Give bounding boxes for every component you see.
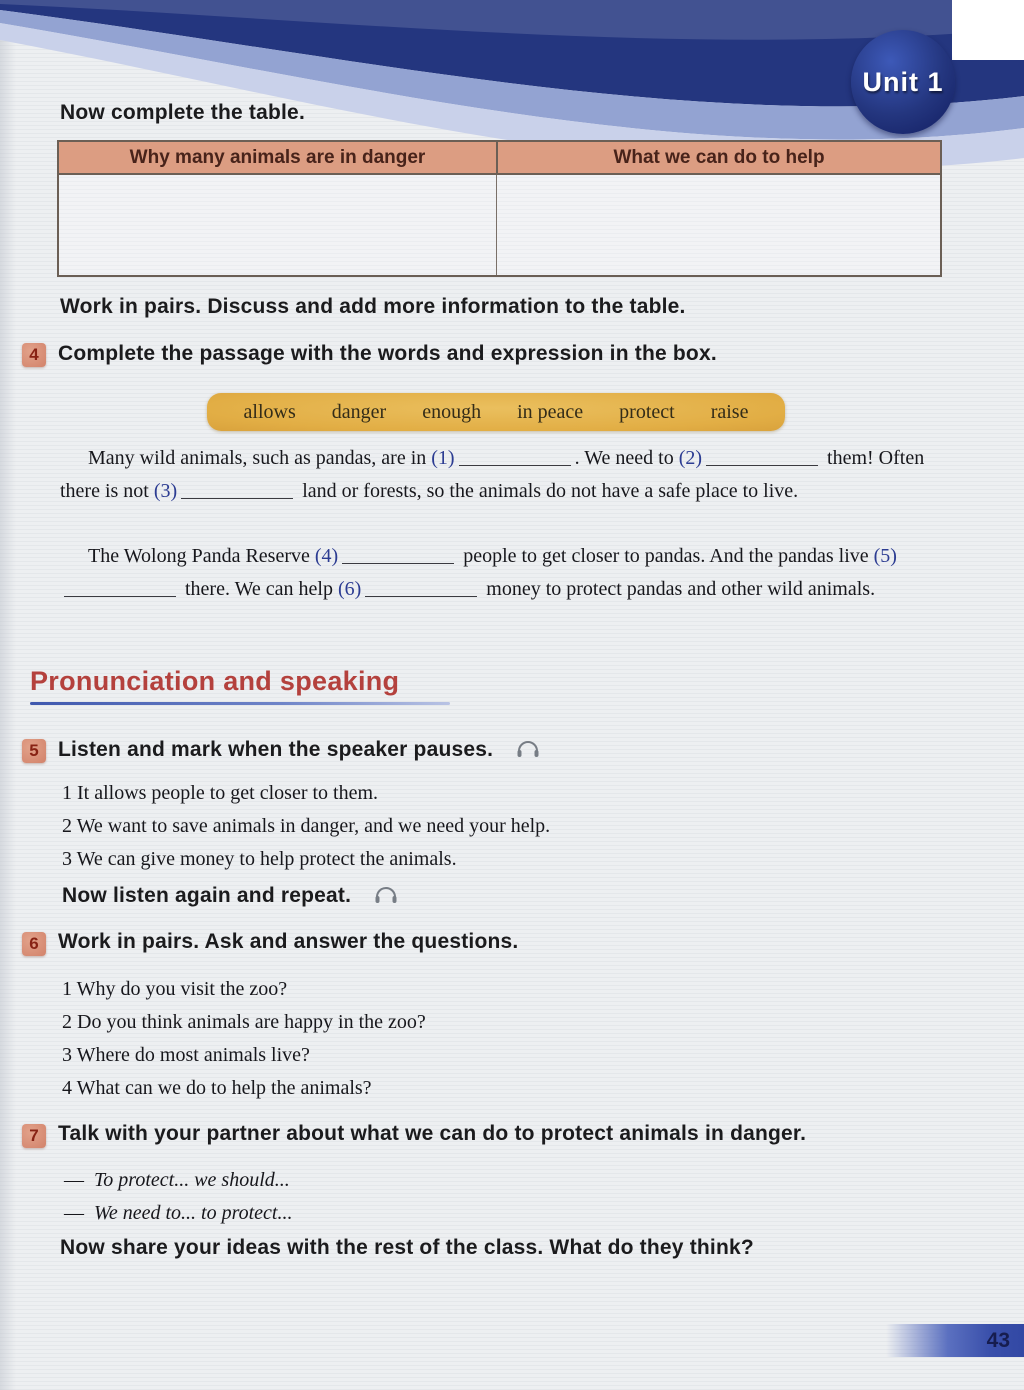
fill-blank[interactable] — [365, 594, 477, 597]
question-item — [62, 1039, 426, 1072]
passage-text: there. We can help — [180, 577, 338, 600]
passage-text: Many wild animals, such as pandas, are in — [88, 447, 432, 469]
passage-text: money to protect pandas and other wild animals. — [481, 577, 876, 600]
blank-number: (5) — [873, 545, 897, 567]
headphones-icon — [515, 737, 541, 759]
prompt-item — [64, 1164, 292, 1197]
listen-sentence — [62, 843, 550, 876]
exercise-5-number: 5 — [22, 739, 46, 763]
exercise-4-number: 4 — [22, 343, 46, 367]
sentence-text: It allows people to get closer to them. — [77, 782, 379, 804]
question-number: 3 — [62, 1044, 72, 1066]
question-text: Why do you visit the zoo? — [76, 978, 288, 1000]
exercise-5-sentences — [62, 777, 550, 876]
sentence-number: 3 — [62, 848, 72, 870]
info-table-header-why: Why many animals are in danger — [59, 142, 498, 173]
question-number: 1 — [62, 978, 72, 1000]
blank-number: (4) — [314, 545, 339, 567]
page-number: 43 — [986, 1328, 1010, 1352]
prompt-item — [64, 1197, 292, 1230]
unit-badge — [851, 30, 955, 134]
section-heading-pronunciation: Pronunciation and speaking — [30, 666, 400, 696]
page-number-bar — [886, 1324, 1024, 1357]
exercise-5-instruction-text: Listen and mark when the speaker pauses. — [58, 738, 494, 761]
question-number: 4 — [62, 1077, 72, 1099]
question-item — [62, 1006, 426, 1039]
listen-again-line — [62, 883, 399, 908]
question-item — [62, 973, 426, 1006]
listen-sentence — [62, 777, 550, 810]
exercise-4-instruction: Complete the passage with the words and expression in the box. — [58, 342, 717, 365]
exercise-5-instruction — [58, 737, 541, 762]
passage-paragraph-1 — [60, 442, 968, 507]
question-text: What can we do to help the animals? — [76, 1077, 372, 1099]
sentence-number: 1 — [62, 782, 72, 804]
word-box-word: allows — [243, 400, 296, 423]
word-box-word: raise — [710, 400, 749, 423]
info-table-body-row — [59, 175, 940, 275]
info-table-cell-help-empty[interactable] — [497, 175, 940, 275]
question-number: 2 — [62, 1011, 72, 1033]
passage-text: them! Often there is not — [60, 447, 925, 502]
passage-text: The Wolong Panda Reserve — [88, 545, 315, 567]
blank-number: (1) — [431, 447, 455, 469]
info-table-header-help: What we can do to help — [613, 146, 825, 168]
share-ideas-line: Now share your ideas with the rest of the class. What do they think? — [60, 1236, 754, 1259]
dash: — — [64, 1202, 84, 1224]
unit-badge-label: Unit 1 — [862, 66, 944, 97]
prompt-text: We need to... to protect... — [94, 1202, 293, 1224]
blank-number: (3) — [153, 479, 178, 502]
headphones-icon — [373, 883, 399, 905]
page-corner — [952, 0, 1024, 60]
passage-text: land or forests, so the animals do not have a safe place to live. — [297, 479, 799, 502]
word-box — [207, 393, 785, 431]
work-in-pairs-line: Work in pairs. Discuss and add more information to the table. — [60, 295, 686, 318]
fill-blank[interactable] — [706, 463, 818, 466]
prompt-text: To protect... we should... — [94, 1169, 290, 1191]
exercise-6-number: 6 — [22, 932, 46, 956]
table-section-title: Now complete the table. — [60, 101, 305, 124]
sentence-number: 2 — [62, 815, 72, 837]
listen-sentence — [62, 810, 550, 843]
info-table — [57, 140, 942, 277]
blank-number: (2) — [678, 447, 703, 469]
exercise-7-number: 7 — [22, 1124, 46, 1148]
fill-blank[interactable] — [459, 463, 571, 466]
dash: — — [64, 1169, 84, 1191]
fill-blank[interactable] — [181, 496, 293, 499]
fill-blank[interactable] — [342, 561, 454, 564]
blank-number: (6) — [337, 577, 362, 600]
sentence-text: We want to save animals in danger, and we need your help. — [76, 815, 551, 837]
word-box-word: enough — [422, 400, 482, 423]
word-box-word: in peace — [517, 400, 584, 423]
passage-paragraph-2 — [60, 540, 968, 605]
exercise-6-questions — [62, 973, 426, 1105]
info-table-header-row — [59, 142, 940, 175]
question-item — [62, 1072, 426, 1105]
exercise-6-instruction: Work in pairs. Ask and answer the questions. — [58, 930, 519, 953]
word-box-word: danger — [331, 400, 387, 423]
passage-text: . We need to — [574, 447, 679, 469]
fill-blank[interactable] — [64, 594, 176, 597]
exercise-7-instruction: Talk with your partner about what we can do to protect animals in danger. — [58, 1122, 807, 1145]
exercise-7-prompts — [64, 1164, 292, 1230]
listen-again-text: Now listen again and repeat. — [62, 884, 352, 907]
word-box-word: protect — [619, 400, 675, 423]
section-heading-underline — [30, 702, 450, 705]
question-text: Where do most animals live? — [76, 1044, 310, 1066]
question-text: Do you think animals are happy in the zoo? — [77, 1011, 426, 1033]
sentence-text: We can give money to help protect the animals. — [76, 848, 457, 870]
passage-text: people to get closer to pandas. And the pandas live — [458, 545, 874, 567]
info-table-cell-why-empty[interactable] — [59, 175, 497, 275]
